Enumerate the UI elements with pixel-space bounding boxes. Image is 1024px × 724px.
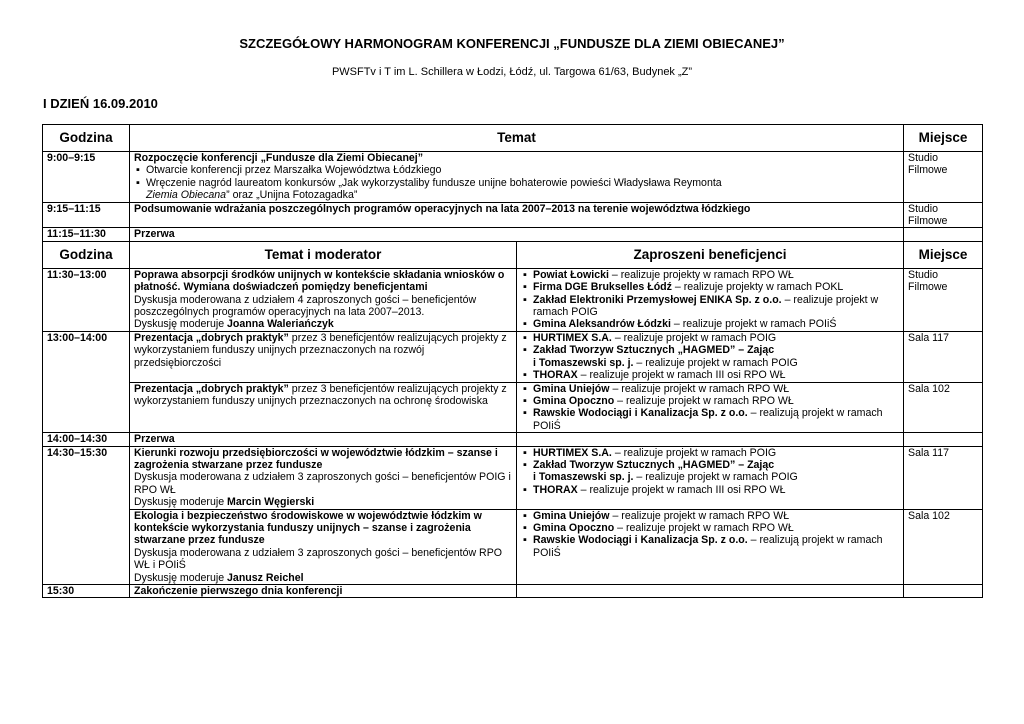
- list-item: [521, 510, 899, 522]
- beneficiary-desc: – realizuje projekt w ramach POIG: [533, 293, 879, 319]
- beneficiary-name: Zakład Tworzyw Sztucznych „HAGMED” – Zając: [533, 458, 775, 471]
- place-cell: Studio Filmowe: [904, 152, 983, 203]
- beneficiary-name: Powiat Łowicki: [533, 268, 609, 281]
- list-item: [521, 269, 899, 281]
- list-item: [521, 447, 899, 459]
- document-subtitle: PWSFTv i T im L. Schillera w Łodzi, Łódź, ul. Targowa 61/63, Budynek „Z”: [331, 66, 693, 78]
- beneficiary-desc: – realizują projekt w ramach POIiŚ: [533, 407, 883, 432]
- beneficiaries-cell: [517, 331, 904, 382]
- list-item: ▪ Otwarcie konferencji przez Marszałka Województwa Łódzkiego: [134, 164, 899, 176]
- beneficiaries-cell: [517, 382, 904, 433]
- time-cell: 14:30–15:30: [43, 446, 130, 584]
- beneficiary-desc: – realizuje projekt w ramach RPO WŁ: [609, 509, 790, 522]
- beneficiary-desc: – realizuje projekty w ramach POKL: [671, 281, 844, 294]
- time-cell: 13:00–14:00: [43, 331, 130, 432]
- place-cell: Studio Filmowe: [904, 268, 983, 331]
- list-item: [521, 344, 899, 369]
- session-title: Rozpoczęcie konferencji „Fundusze dla Ziemi Obiecanej”: [134, 152, 424, 164]
- beneficiary-desc: – realizują projekt w ramach POIiŚ: [533, 534, 883, 559]
- day-heading: I DZIEŃ 16.09.2010: [43, 96, 158, 111]
- beneficiary-name: Firma DGE Brukselles Łódź: [533, 281, 672, 294]
- list-item: [521, 318, 899, 330]
- topic-cell: [130, 268, 517, 331]
- list-item: [521, 407, 899, 432]
- topic-cell: [130, 382, 517, 433]
- moderator-label: Dyskusję moderuje: [134, 571, 228, 584]
- time-cell: 9:00–9:15: [43, 152, 130, 203]
- moderator-line: [134, 572, 512, 584]
- session-title: Poprawa absorpcji środków unijnych w kontekście składania wniosków o płatność. Wymiana doświadczeń pomiędzy beneficjentami: [134, 268, 505, 294]
- beneficiary-name: Gmina Uniejów: [533, 382, 610, 395]
- beneficiary-name: HURTIMEX S.A.: [533, 446, 612, 459]
- moderator-label: Dyskusję moderuje: [134, 496, 228, 509]
- beneficiaries-cell: [517, 585, 904, 598]
- bullet-tail: ” oraz „Unijna Fotozagadka”: [226, 189, 358, 202]
- schedule-table: [42, 124, 983, 598]
- session-title: Kierunki rozwoju przedsiębiorczości w województwie łódzkim – szanse i zagrożenia stwarzane przez fundusze: [134, 446, 498, 471]
- list-item: [521, 459, 899, 484]
- beneficiary-list: [521, 510, 899, 560]
- beneficiaries-cell: [517, 433, 904, 446]
- beneficiary-desc: – realizuje projekty w ramach RPO WŁ: [608, 268, 794, 281]
- table1-header-row: [43, 125, 983, 152]
- beneficiary-name: Gmina Uniejów: [533, 509, 610, 522]
- beneficiary-desc: – realizuje projekt w ramach III osi RPO WŁ: [577, 483, 786, 496]
- beneficiaries-cell: [517, 268, 904, 331]
- beneficiary-name-cont: i Tomaszewski sp. j.: [533, 356, 634, 369]
- topic-cell: [130, 509, 517, 584]
- beneficiary-desc: – realizuje projekt w ramach POIG: [611, 331, 777, 344]
- topic-cell: Przerwa: [130, 228, 904, 241]
- header-beneficjenci: Zaproszeni beneficjenci: [517, 241, 904, 268]
- beneficiary-list: [521, 269, 899, 331]
- bullet-text: Wręczenie nagród laureatom konkursów „Jak wykorzystaliby fundusze unijne bohaterowie powieści Władysława Reymonta: [146, 176, 722, 189]
- place-cell: [904, 228, 983, 241]
- header-miejsce: Miejsce: [904, 241, 983, 268]
- list-item: [521, 369, 899, 381]
- beneficiary-name: THORAX: [533, 369, 578, 382]
- session-title: Prezentacja „dobrych praktyk”: [134, 382, 289, 395]
- moderator-name: Janusz Reichel: [227, 571, 304, 584]
- time-cell: 14:00–14:30: [43, 433, 130, 446]
- moderator-label: Dyskusję moderuje: [134, 318, 228, 331]
- beneficiaries-cell: [517, 509, 904, 584]
- italic-title: Ziemia Obiecana: [146, 189, 227, 202]
- place-cell: [904, 585, 983, 598]
- topic-cell: [130, 152, 904, 203]
- beneficiary-desc: – realizuje projekt w ramach RPO WŁ: [614, 394, 794, 407]
- table-row: [43, 585, 983, 598]
- beneficiary-desc: – realizuje projekt w ramach POIG: [633, 356, 798, 369]
- beneficiary-desc: – realizuje projekt w ramach RPO WŁ: [609, 382, 790, 395]
- table-row: [43, 268, 983, 331]
- beneficiary-name: HURTIMEX S.A.: [533, 331, 612, 344]
- beneficiary-desc: – realizuje projekt w ramach III osi RPO WŁ: [577, 369, 786, 382]
- header-temat-moderator: Temat i moderator: [130, 241, 517, 268]
- beneficiary-name: Zakład Elektroniki Przemysłowej ENIKA Sp. z o.o.: [533, 293, 782, 306]
- beneficiary-list: [521, 383, 899, 433]
- time-cell: 11:30–13:00: [43, 268, 130, 331]
- topic-cell: [130, 446, 517, 509]
- session-description: Dyskusja moderowana z udziałem 3 zaproszonych gości – beneficjentów RPO WŁ i POIiŚ: [134, 546, 503, 572]
- list-item: [521, 522, 899, 534]
- session-title: Ekologia i bezpieczeństwo środowiskowe w województwie łódzkim w kontekście wykorzystania funduszy unijnych – szanse i zagrożenia stwarzane przez fundusze: [134, 509, 482, 547]
- time-cell: 9:15–11:15: [43, 202, 130, 228]
- beneficiary-name: Rawskie Wodociągi i Kanalizacja Sp. z o.o.: [533, 407, 748, 420]
- document-title: SZCZEGÓŁOWY HARMONOGRAM KONFERENCJI „FUNDUSZE DLA ZIEMI OBIECANEJ”: [239, 36, 785, 51]
- bullet-list: [134, 164, 899, 201]
- list-item: [521, 332, 899, 344]
- topic-cell: Podsumowanie wdrażania poszczególnych programów operacyjnych na lata 2007–2013 na terenie województwa łódzkiego: [130, 202, 904, 228]
- time-cell: 11:15–11:30: [43, 228, 130, 241]
- beneficiary-name: THORAX: [533, 483, 578, 496]
- moderator-line: [134, 318, 512, 330]
- list-item: [521, 484, 899, 496]
- session-description: przez 3 beneficjentów realizujących projekty z wykorzystaniem funduszy unijnych przeznaczonych na rozwój przedsiębiorczości: [134, 331, 507, 369]
- list-item: [521, 294, 899, 319]
- beneficiary-list: [521, 447, 899, 497]
- table-row: [43, 509, 983, 584]
- table-row: [43, 382, 983, 433]
- topic-cell: Przerwa: [130, 433, 517, 446]
- beneficiary-desc: – realizuje projekt w ramach POIG: [633, 471, 798, 484]
- moderator-name: Joanna Waleriańczyk: [227, 318, 334, 331]
- beneficiary-desc: – realizuje projekt w ramach RPO WŁ: [614, 521, 794, 534]
- session-description: przez 3 beneficjentów realizujących projekty z wykorzystaniem funduszy unijnych przeznaczonych na ochronę środowiska: [134, 382, 507, 407]
- table-row: [43, 433, 983, 446]
- beneficiary-name: Gmina Opoczno: [533, 521, 615, 534]
- list-item: [521, 383, 899, 395]
- place-cell: [904, 433, 983, 446]
- place-cell: Sala 117: [904, 446, 983, 509]
- moderator-line: [134, 496, 512, 508]
- time-cell: 15:30: [43, 585, 130, 598]
- table-row: [43, 446, 983, 509]
- beneficiary-name: Gmina Aleksandrów Łódzki: [533, 318, 671, 331]
- beneficiary-name: Rawskie Wodociągi i Kanalizacja Sp. z o.o.: [533, 534, 748, 547]
- list-item: [521, 395, 899, 407]
- moderator-name: Marcin Węgierski: [227, 496, 315, 509]
- session-title: Prezentacja „dobrych praktyk”: [134, 331, 289, 344]
- session-description: Dyskusja moderowana z udziałem 4 zaproszonych gości – beneficjentów poszczególnych programów operacyjnych na lata 2007–2013.: [134, 293, 477, 319]
- table2-header-row: [43, 241, 983, 268]
- list-item: [134, 177, 899, 202]
- beneficiary-name: Zakład Tworzyw Sztucznych „HAGMED” – Zając: [533, 344, 775, 357]
- beneficiary-desc: – realizuje projekt w ramach POIiŚ: [670, 318, 837, 331]
- table-row: [43, 152, 983, 203]
- topic-cell: [130, 331, 517, 382]
- place-cell: Sala 117: [904, 331, 983, 382]
- place-cell: Studio Filmowe: [904, 202, 983, 228]
- session-description: Dyskusja moderowana z udziałem 3 zaproszonych gości – beneficjentów POIG i RPO WŁ: [134, 471, 511, 496]
- place-cell: Sala 102: [904, 509, 983, 584]
- header-godzina: Godzina: [43, 125, 130, 152]
- place-cell: Sala 102: [904, 382, 983, 433]
- beneficiaries-cell: [517, 446, 904, 509]
- table-row: [43, 202, 983, 228]
- beneficiary-name-cont: i Tomaszewski sp. j.: [533, 471, 634, 484]
- beneficiary-list: [521, 332, 899, 382]
- header-godzina: Godzina: [43, 241, 130, 268]
- header-miejsce: Miejsce: [904, 125, 983, 152]
- table-row: [43, 228, 983, 241]
- beneficiary-name: Gmina Opoczno: [533, 394, 615, 407]
- list-item: [521, 534, 899, 559]
- header-temat: Temat: [130, 125, 904, 152]
- beneficiary-desc: – realizuje projekt w ramach POIG: [611, 446, 777, 459]
- list-item: [521, 281, 899, 293]
- table-row: [43, 331, 983, 382]
- topic-cell: Zakończenie pierwszego dnia konferencji: [130, 585, 517, 598]
